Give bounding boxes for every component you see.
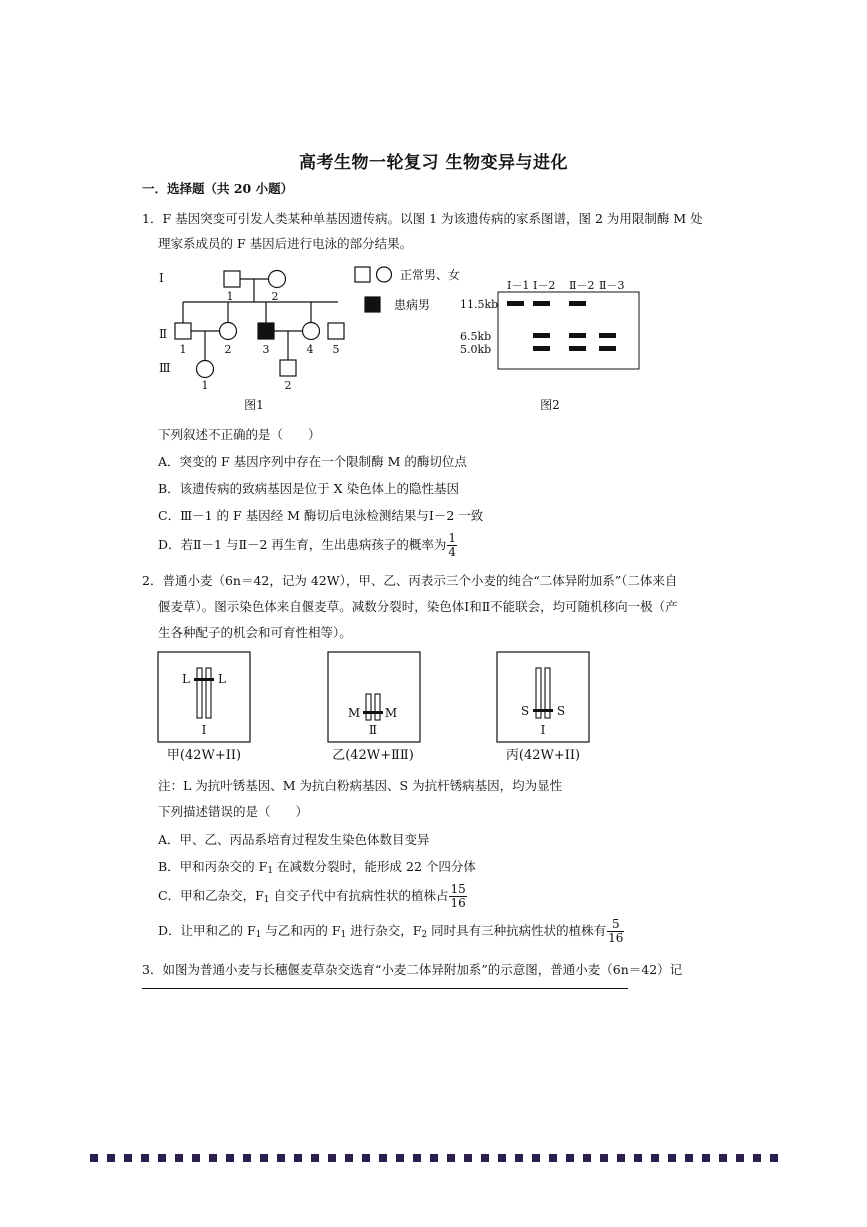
footer-square bbox=[362, 1154, 370, 1162]
gel-band bbox=[569, 346, 586, 351]
gel-figure bbox=[460, 276, 650, 412]
footer-square bbox=[498, 1154, 506, 1162]
q2-stem-line3: 生各种配子的机会和可育性相等）。 bbox=[158, 625, 352, 640]
footer-square bbox=[209, 1154, 217, 1162]
individual-II3 bbox=[258, 323, 274, 339]
footer-square bbox=[566, 1154, 574, 1162]
footer-square bbox=[260, 1154, 268, 1162]
gel-size-label: 11.5kb bbox=[460, 298, 499, 311]
gel-size-label: 6.5kb bbox=[460, 330, 492, 343]
q1-stem-line1: 1．F 基因突变可引发人类某种单基因遗传病。以图 1 为该遗传病的家系图谱，图 2 为用限制酶 M 处 bbox=[142, 211, 703, 226]
footer-square bbox=[770, 1154, 778, 1162]
gel-lane-label: Ⅱ－2 bbox=[569, 279, 595, 292]
gel-band bbox=[569, 301, 586, 306]
q1-stem-line2: 理家系成员的 F 基因后进行电泳的部分结果。 bbox=[158, 236, 413, 251]
svg-text:S: S bbox=[556, 704, 566, 718]
footer-square bbox=[413, 1154, 421, 1162]
footer-square bbox=[294, 1154, 302, 1162]
footer-square bbox=[481, 1154, 489, 1162]
footer-square bbox=[736, 1154, 744, 1162]
page-title: 高考生物一轮复习 生物变异与进化 bbox=[299, 153, 568, 173]
q2-option-c: C．甲和乙杂交，$F_1$ 自交子代中有抗病性状的植株占 $\frac{15}{16}$ bbox=[158, 882, 466, 910]
footer-square bbox=[379, 1154, 387, 1162]
individual-II4 bbox=[303, 323, 320, 340]
footer-square bbox=[719, 1154, 727, 1162]
q1-option-c: C．Ⅲ－1 的 F 基因经 M 酶切后电泳检测结果与Ⅰ－2 一致 bbox=[158, 508, 484, 523]
gen-label-2: Ⅱ bbox=[159, 327, 168, 341]
footer-square bbox=[226, 1154, 234, 1162]
svg-text:Ⅰ: Ⅰ bbox=[540, 723, 546, 737]
q1-prompt: 下列叙述不正确的是（ ） bbox=[158, 427, 321, 442]
individual-III1 bbox=[197, 361, 214, 378]
footer-square bbox=[600, 1154, 608, 1162]
svg-text:Ⅰ: Ⅰ bbox=[201, 723, 207, 737]
gen-label-1: Ⅰ bbox=[159, 271, 164, 285]
q2-option-b: B．甲和丙杂交的 $F_1$ 在减数分裂时，能形成 22 个四分体 bbox=[158, 859, 476, 876]
gel-size-label: 5.0kb bbox=[460, 343, 492, 356]
footer-square bbox=[328, 1154, 336, 1162]
q3-stem-line1: 3．如图为普通小麦与长穗偃麦草杂交选育“小麦二体异附加系”的示意图，普通小麦（6n＝42）记 bbox=[142, 962, 683, 977]
gel-band bbox=[533, 301, 550, 306]
svg-text:5: 5 bbox=[332, 343, 340, 356]
q1-option-d: D．若Ⅱ－1 与Ⅱ－2 再生育，生出患病孩子的概率为 $\frac{1}{4}$ bbox=[158, 531, 457, 559]
q2-option-d: D．让甲和乙的 $F_1$ 与乙和丙的 $F_1$ 进行杂交，$F_2$ 同时具有三种抗病性状的植株有 $\frac{5}{16}$ bbox=[158, 917, 624, 945]
legend-normal-label: 正常男、女 bbox=[400, 268, 461, 282]
gel-band bbox=[507, 301, 524, 306]
gel-lane-label: Ⅰ－2 bbox=[533, 279, 556, 292]
footer-square bbox=[243, 1154, 251, 1162]
legend-affected-label: 患病男 bbox=[394, 298, 431, 312]
page-divider bbox=[142, 988, 628, 989]
pedigree-figure bbox=[150, 262, 490, 412]
figure-2-caption: 图2 bbox=[540, 398, 560, 412]
gene-band-S bbox=[533, 709, 553, 712]
svg-text:3: 3 bbox=[262, 343, 270, 356]
q2-option-a: A．甲、乙、丙品系培育过程发生染色体数目变异 bbox=[158, 832, 430, 847]
individual-II1 bbox=[175, 323, 191, 339]
gel-band bbox=[599, 346, 616, 351]
gel-band bbox=[533, 333, 550, 338]
footer-square bbox=[141, 1154, 149, 1162]
individual-II2 bbox=[220, 323, 237, 340]
footer-square bbox=[124, 1154, 132, 1162]
footer-square bbox=[175, 1154, 183, 1162]
footer-dashed-bar bbox=[90, 1153, 780, 1163]
svg-text:L: L bbox=[182, 672, 190, 686]
individual-I1 bbox=[224, 271, 240, 287]
footer-square bbox=[583, 1154, 591, 1162]
q2-stem-line1: 2．普通小麦（6n＝42，记为 42W），甲、乙、丙表示三个小麦的纯合“二体异附加系”（二体来自 bbox=[142, 573, 678, 588]
footer-square bbox=[617, 1154, 625, 1162]
gel-lane-label: Ⅰ－1 bbox=[507, 279, 530, 292]
footer-square bbox=[447, 1154, 455, 1162]
svg-text:Ⅱ: Ⅱ bbox=[368, 723, 378, 737]
q2-stem-line2: 偃麦草）。图示染色体来自偃麦草。减数分裂时，染色体Ⅰ和Ⅱ不能联会，均可随机移向一极（产 bbox=[158, 599, 678, 614]
q2-note: 注：L 为抗叶锈基因、M 为抗白粉病基因、S 为抗杆锈病基因，均为显性 bbox=[158, 778, 563, 793]
svg-text:L: L bbox=[218, 672, 226, 686]
gel-band bbox=[569, 333, 586, 338]
svg-text:1: 1 bbox=[201, 379, 209, 392]
footer-square bbox=[702, 1154, 710, 1162]
individual-III2 bbox=[280, 360, 296, 376]
individual-II5 bbox=[328, 323, 344, 339]
gene-band-M bbox=[363, 711, 383, 714]
footer-square bbox=[668, 1154, 676, 1162]
footer-square bbox=[549, 1154, 557, 1162]
footer-square bbox=[532, 1154, 540, 1162]
q2-prompt: 下列描述错误的是（ ） bbox=[158, 804, 309, 819]
footer-square bbox=[396, 1154, 404, 1162]
svg-text:S: S bbox=[520, 704, 530, 718]
fig-yi-caption: 乙(42W+ⅡⅡ) bbox=[332, 748, 414, 763]
svg-text:M: M bbox=[347, 706, 361, 720]
footer-square bbox=[158, 1154, 166, 1162]
svg-text:2: 2 bbox=[224, 343, 232, 356]
svg-text:2: 2 bbox=[271, 290, 279, 303]
q1-option-a: A．突变的 F 基因序列中存在一个限制酶 M 的酶切位点 bbox=[158, 454, 467, 469]
footer-square bbox=[192, 1154, 200, 1162]
legend-normal-female-icon bbox=[377, 267, 392, 282]
footer-square bbox=[90, 1154, 98, 1162]
individual-I2 bbox=[269, 271, 286, 288]
footer-square bbox=[345, 1154, 353, 1162]
footer-square bbox=[464, 1154, 472, 1162]
svg-text:2: 2 bbox=[284, 379, 292, 392]
footer-square bbox=[277, 1154, 285, 1162]
fig-jia-caption: 甲(42W+ⅠⅠ) bbox=[166, 748, 242, 763]
svg-text:1: 1 bbox=[226, 290, 234, 303]
section-heading: 一．选择题（共 20 小题） bbox=[142, 181, 294, 196]
figure-1-caption: 图1 bbox=[244, 398, 264, 412]
gel-band bbox=[599, 333, 616, 338]
footer-square bbox=[685, 1154, 693, 1162]
q1-option-b: B．该遗传病的致病基因是位于 X 染色体上的隐性基因 bbox=[158, 481, 460, 496]
legend-normal-male-icon bbox=[355, 267, 370, 282]
gen-label-3: Ⅲ bbox=[159, 361, 171, 375]
svg-text:4: 4 bbox=[306, 343, 314, 356]
footer-square bbox=[515, 1154, 523, 1162]
legend-affected-male-icon bbox=[365, 297, 380, 312]
footer-square bbox=[651, 1154, 659, 1162]
chromosome-figures bbox=[150, 648, 610, 768]
svg-text:1: 1 bbox=[179, 343, 187, 356]
fig-bing-caption: 丙(42W+ⅠⅠ) bbox=[505, 748, 581, 763]
gel-lane-label: Ⅱ－3 bbox=[599, 279, 625, 292]
footer-square bbox=[311, 1154, 319, 1162]
gene-band-L bbox=[194, 678, 214, 681]
footer-square bbox=[107, 1154, 115, 1162]
gel-band bbox=[533, 346, 550, 351]
footer-square bbox=[753, 1154, 761, 1162]
footer-square bbox=[634, 1154, 642, 1162]
footer-square bbox=[430, 1154, 438, 1162]
svg-text:M: M bbox=[384, 706, 398, 720]
